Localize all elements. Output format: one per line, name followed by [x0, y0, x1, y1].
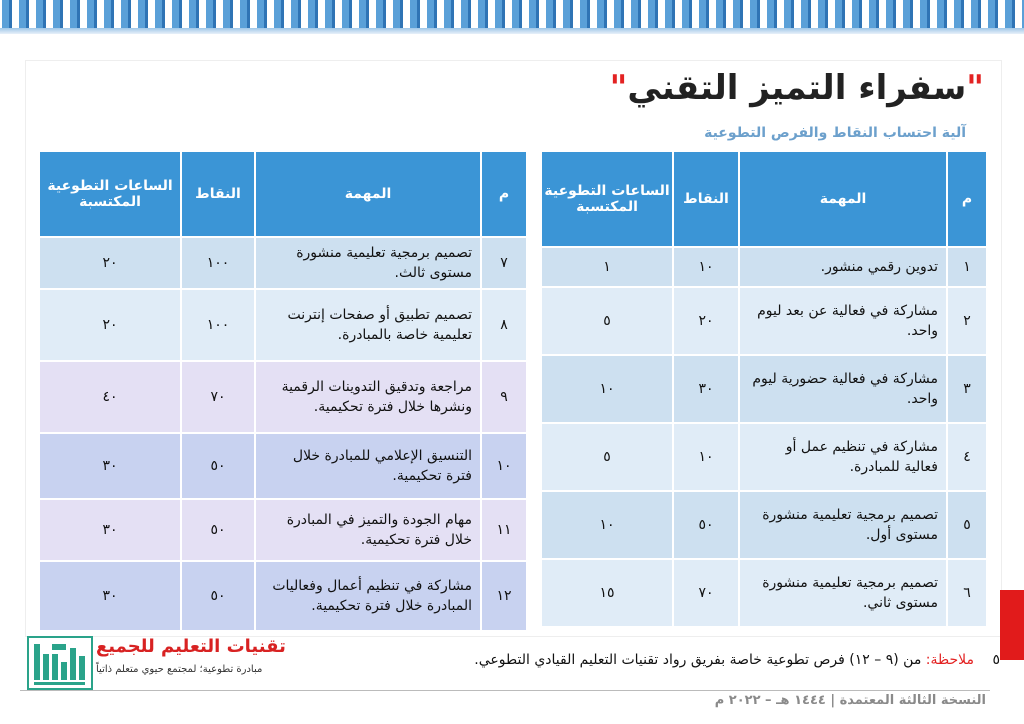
table-row: [39, 361, 527, 433]
row-points: ١٠٠: [181, 289, 255, 361]
points-table-left: [38, 150, 528, 632]
row-task: مراجعة وتدقيق التدوينات الرقمية ونشرها خلال فترة تحكيمية.: [255, 361, 481, 433]
row-hours: ١٠: [541, 355, 673, 423]
row-num: ١: [947, 247, 987, 287]
table-row: [39, 561, 527, 631]
initiative-logo-icon: [27, 636, 93, 690]
note-number: ٥: [992, 652, 1000, 668]
red-side-tab: [1000, 590, 1024, 660]
row-task: مشاركة في فعالية عن بعد ليوم واحد.: [739, 287, 947, 355]
top-border-base: [0, 28, 1024, 34]
note-text: من (٩ – ١٢) فرص تطوعية خاصة بفريق رواد تقنيات التعليم القيادي التطوعي.: [474, 652, 926, 668]
row-task: مشاركة في تنظيم أعمال وفعاليات المبادرة خلال فترة تحكيمية.: [255, 561, 481, 631]
row-num: ٨: [481, 289, 527, 361]
row-task: تصميم برمجية تعليمية منشورة مستوى ثاني.: [739, 559, 947, 627]
header-points: النقاط: [181, 151, 255, 237]
row-hours: ٥: [541, 423, 673, 491]
row-points: ٢٠: [673, 287, 739, 355]
table-row: [39, 499, 527, 561]
row-num: ٤: [947, 423, 987, 491]
header-task: المهمة: [255, 151, 481, 237]
header-hours: الساعات التطوعية المكتسبة: [39, 151, 181, 237]
row-hours: ٣٠: [39, 433, 181, 499]
table-row: [541, 247, 987, 287]
header-task: المهمة: [739, 151, 947, 247]
footer-divider: [20, 690, 990, 691]
row-task: تصميم برمجية تعليمية منشورة مستوى ثالث.: [255, 237, 481, 289]
row-points: ٥٠: [181, 499, 255, 561]
row-points: ٣٠: [673, 355, 739, 423]
row-task: تدوين رقمي منشور.: [739, 247, 947, 287]
row-hours: ٣٠: [39, 499, 181, 561]
row-points: ٧٠: [673, 559, 739, 627]
row-hours: ١٥: [541, 559, 673, 627]
table-row: [541, 559, 987, 627]
table-row: [39, 237, 527, 289]
row-hours: ٥: [541, 287, 673, 355]
row-task: تصميم تطبيق أو صفحات إنترنت تعليمية خاصة بالمبادرة.: [255, 289, 481, 361]
header-hours: الساعات التطوعية المكتسبة: [541, 151, 673, 247]
row-hours: ١: [541, 247, 673, 287]
header-num: م: [947, 151, 987, 247]
row-num: ٧: [481, 237, 527, 289]
header-num: م: [481, 151, 527, 237]
page-subtitle: آلية احتساب النقاط والفرص التطوعية: [704, 125, 966, 141]
header-points: النقاط: [673, 151, 739, 247]
row-hours: ١٠: [541, 491, 673, 559]
table-row: [541, 423, 987, 491]
row-task: التنسيق الإعلامي للمبادرة خلال فترة تحكيمية.: [255, 433, 481, 499]
row-points: ٥٠: [181, 433, 255, 499]
row-task: مهام الجودة والتميز في المبادرة خلال فترة تحكيمية.: [255, 499, 481, 561]
row-task: مشاركة في فعالية حضورية ليوم واحد.: [739, 355, 947, 423]
row-num: ١١: [481, 499, 527, 561]
points-table-right: [540, 150, 988, 628]
row-num: ٩: [481, 361, 527, 433]
row-hours: ٣٠: [39, 561, 181, 631]
row-num: ٣: [947, 355, 987, 423]
row-task: مشاركة في تنظيم عمل أو فعالية للمبادرة.: [739, 423, 947, 491]
note-line: [474, 652, 1000, 668]
row-num: ٦: [947, 559, 987, 627]
logo-title: تقنيات التعليم للجميع: [96, 636, 286, 657]
row-num: ٢: [947, 287, 987, 355]
row-points: ٥٠: [181, 561, 255, 631]
table-row: [541, 491, 987, 559]
page-title: "سفراء التميز التقني": [609, 68, 984, 108]
row-points: ١٠٠: [181, 237, 255, 289]
row-hours: ٢٠: [39, 237, 181, 289]
row-hours: ٤٠: [39, 361, 181, 433]
table-row: [39, 289, 527, 361]
table-row: [541, 355, 987, 423]
row-num: ١٠: [481, 433, 527, 499]
table-row: [39, 433, 527, 499]
footer-edition: النسخة الثالثة المعتمدة | ١٤٤٤ هـ – ٢٠٢٢ م: [714, 693, 986, 708]
row-points: ٧٠: [181, 361, 255, 433]
row-points: ١٠: [673, 247, 739, 287]
row-num: ٥: [947, 491, 987, 559]
row-task: تصميم برمجية تعليمية منشورة مستوى أول.: [739, 491, 947, 559]
table-row: [541, 287, 987, 355]
row-points: ١٠: [673, 423, 739, 491]
row-points: ٥٠: [673, 491, 739, 559]
row-num: ١٢: [481, 561, 527, 631]
row-hours: ٢٠: [39, 289, 181, 361]
logo-subtitle: مبادرة تطوعية؛ لمجتمع حيوي متعلم ذاتياً: [96, 664, 263, 675]
note-label: ملاحظة:: [925, 652, 974, 668]
